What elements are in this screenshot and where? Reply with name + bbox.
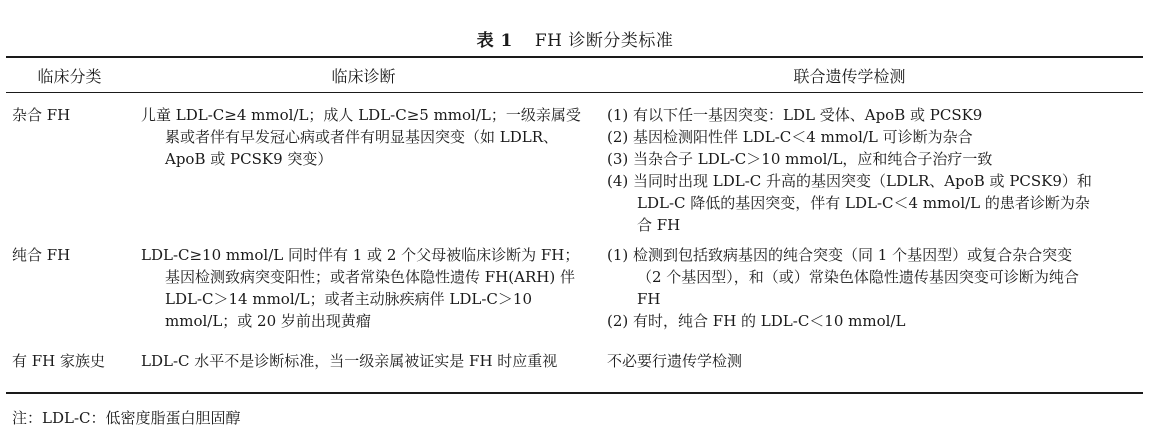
table-caption [0, 26, 1150, 51]
table-footnote: 注：LDL-C：低密度脂蛋白胆固醇 [12, 409, 241, 427]
row-family-history-genetic [607, 350, 1092, 372]
row-heterozygous-diagnosis [141, 104, 586, 170]
diagnosis-text: LDL-C≥10 mmol/L 同时伴有 1 或 2 个父母被临床诊断为 FH；基因检测致病突变阳性；或者常染色体隐性遗传 FH(ARH) 伴 LDL-C＞14 mmol/L；或者主动脉疾病伴 LDL-C＞10 mmol/L；或 20 岁前出现黄瘤 [141, 246, 580, 330]
table-number: 表 1 [476, 31, 513, 51]
header-rule [6, 92, 1143, 93]
genetic-item: (3) 当杂合子 LDL-C＞10 mmol/L，应和纯合子治疗一致 [607, 150, 993, 168]
genetic-item: (1) 有以下任一基因突变：LDL 受体、ApoB 或 PCSK9 [607, 106, 983, 124]
top-rule [6, 56, 1143, 58]
genetic-item: (2) 有时，纯合 FH 的 LDL-C＜10 mmol/L [607, 312, 906, 330]
row-homozygous-genetic [607, 244, 1092, 332]
row-family-history-category: 有 FH 家族史 [12, 352, 106, 370]
row-family-history-diagnosis [141, 350, 586, 372]
row-heterozygous-genetic [607, 104, 1092, 236]
genetic-item: (1) 检测到包括致病基因的纯合突变（同 1 个基因型）或复合杂合突变（2 个基因型），和（或）常染色体隐性遗传基因突变可诊断为纯合 FH [607, 246, 1079, 308]
row-homozygous-category: 纯合 FH [12, 246, 71, 264]
table-title: FH 诊断分类标准 [534, 31, 674, 51]
genetic-item: (4) 当同时出现 LDL-C 升高的基因突变（LDLR、ApoB 或 PCSK9）和 LDL-C 降低的基因突变，伴有 LDL-C＜4 mmol/L 的患者诊断为杂合 FH [607, 172, 1092, 234]
header-clinical-category: 临床分类 [37, 67, 102, 86]
bottom-rule [6, 392, 1143, 394]
header-genetic-testing: 联合遗传学检测 [793, 67, 906, 86]
genetic-item: (2) 基因检测阳性伴 LDL-C＜4 mmol/L 可诊断为杂合 [607, 128, 973, 146]
row-homozygous-diagnosis [141, 244, 586, 332]
diagnosis-text: 儿童 LDL-C≥4 mmol/L；成人 LDL-C≥5 mmol/L；一级亲属受累或者伴有早发冠心病或者伴有明显基因突变（如 LDLR、ApoB 或 PCSK9 突变） [141, 106, 581, 168]
header-clinical-diagnosis: 临床诊断 [331, 67, 396, 86]
genetic-item: 不必要行遗传学检测 [607, 352, 743, 370]
diagnosis-text: LDL-C 水平不是诊断标准，当一级亲属被证实是 FH 时应重视 [141, 352, 558, 370]
row-heterozygous-category: 杂合 FH [12, 106, 71, 124]
